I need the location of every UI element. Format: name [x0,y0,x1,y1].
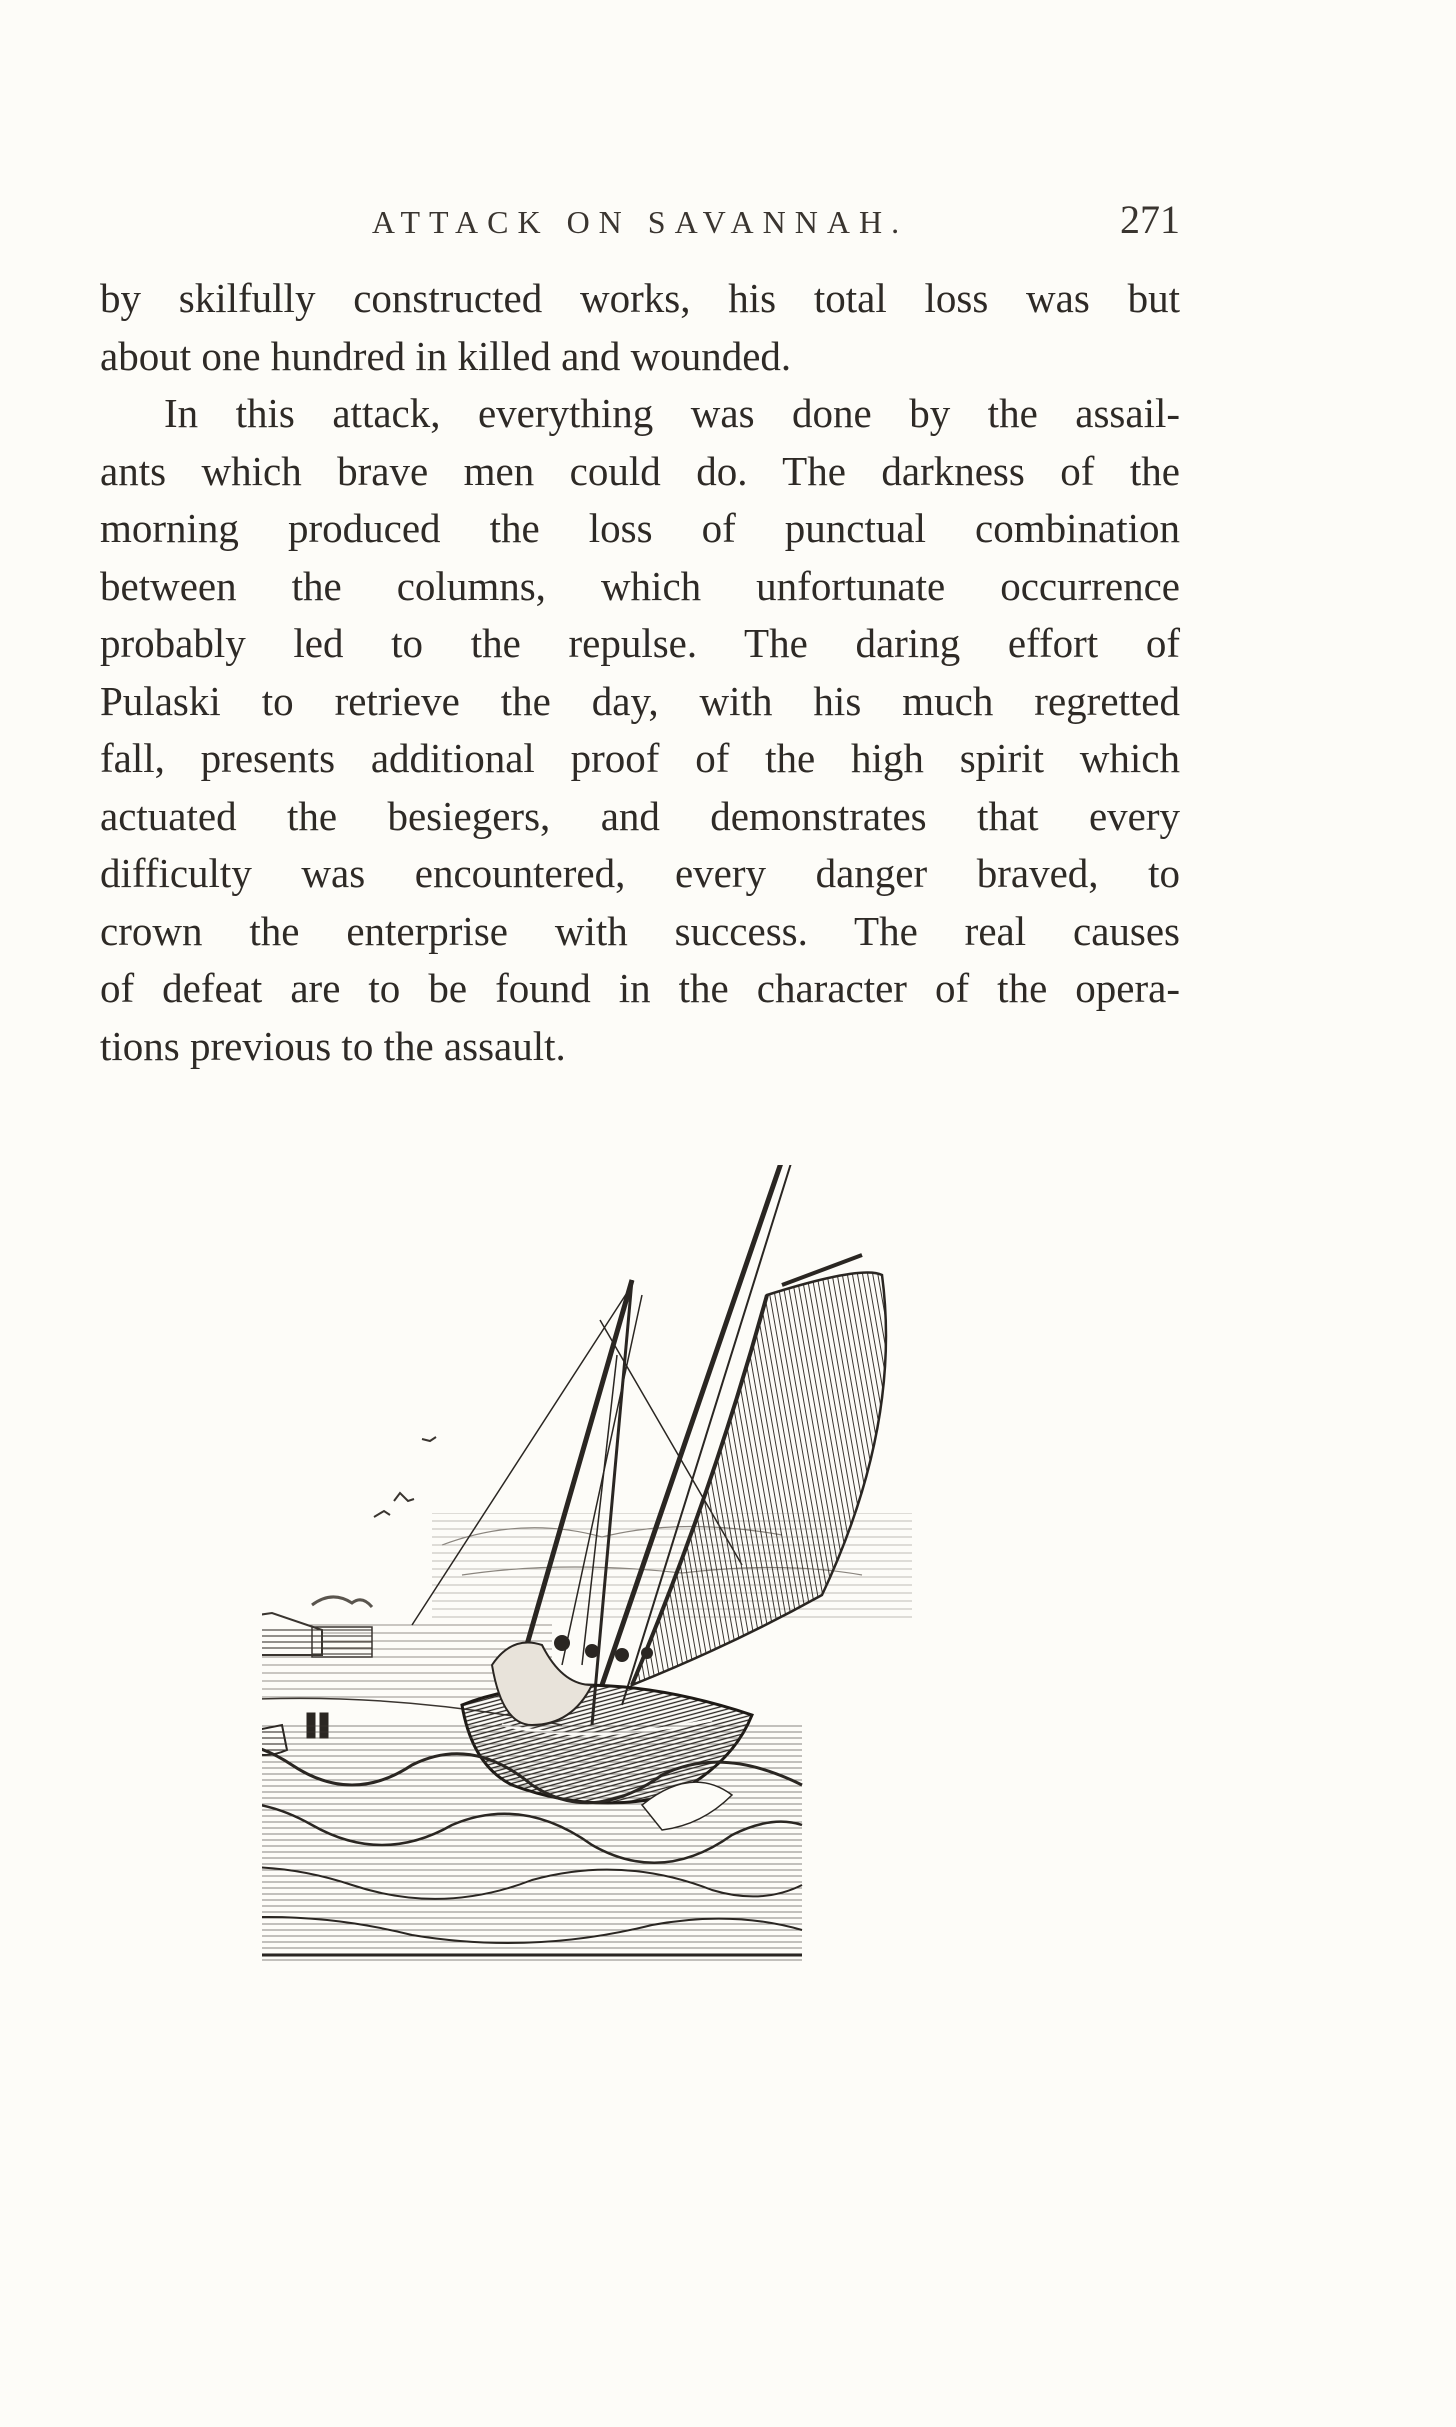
text-line: of defeat are to be found in the character of the opera- [100,965,1180,1011]
text-line: probably led to the repulse. The daring effort of [100,620,1180,666]
text-line: tions previous to the assault. [100,1022,566,1069]
sailing-boat-engraving [262,1165,982,1965]
running-head [100,196,1180,256]
text-line: ants which brave men could do. The darkness of the [100,447,1180,494]
page-number: 271 [1120,197,1180,242]
text-line: morning produced the loss of punctual combination [100,505,1180,551]
text-line: by skilfully constructed works, his total loss was but [100,275,1180,321]
text-line: about one hundred in killed and wounded. [100,332,792,379]
text-line: fall, presents additional proof of the high spirit which [100,735,1180,781]
body-text [100,270,1180,1075]
running-title: ATTACK ON SAVANNAH. [371,204,909,240]
text-line: Pulaski to retrieve the day, with his much regretted [100,677,1180,724]
text-line: crown the enterprise with success. The real causes [100,907,1180,954]
waves [262,1725,802,1965]
birds [374,1437,436,1517]
text-line: actuated the besiegers, and demonstrates that every [100,792,1180,839]
text-line: between the columns, which unfortunate occurrence [100,562,1180,609]
text-line: In this attack, everything was done by the assail- [164,390,1180,436]
text-line: difficulty was encountered, every danger braved, to [100,850,1180,896]
